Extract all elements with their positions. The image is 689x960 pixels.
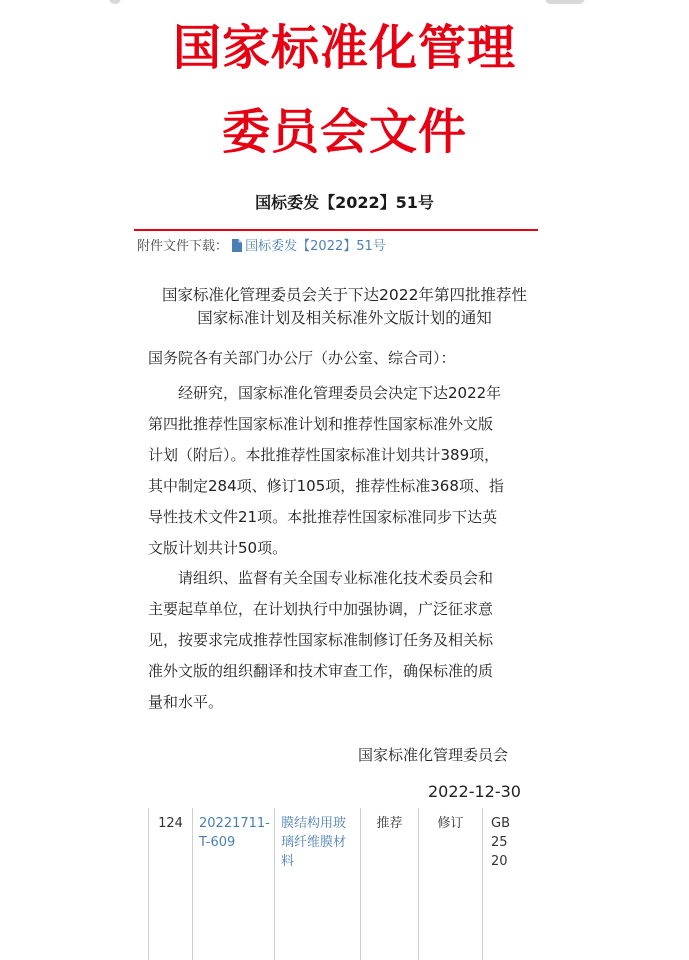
type-text: 推荐 <box>376 816 403 831</box>
issuer-signature: 国家标准化管理委员会 <box>358 746 509 764</box>
red-divider <box>134 229 538 231</box>
top-edge-fragment <box>545 0 585 4</box>
replaced-standard-line: 20 <box>491 854 508 869</box>
attachment-row <box>137 235 386 254</box>
notice-title-line-2: 国家标准计划及相关标准外文版计划的通知 <box>197 309 492 327</box>
table-cell-kind <box>418 808 482 960</box>
paragraph-line: 导性技术文件21项。本批推荐性国家标准同步下达英 <box>148 508 498 526</box>
attachment-download-link[interactable] <box>232 239 386 254</box>
issue-date: 2022-12-30 <box>428 782 521 801</box>
attachment-label: 附件文件下载： <box>137 239 229 254</box>
paragraph-line: 请组织、监督有关全国专业标准化技术委员会和 <box>178 569 494 587</box>
table-cell-type <box>360 808 418 960</box>
standard-name-line: 料 <box>281 854 295 869</box>
paragraph-line: 准外文版的组织翻译和技术审查工作，确保标准的质 <box>148 662 494 680</box>
paragraph-line: 主要起草单位，在计划执行中加强协调，广泛征求意 <box>148 600 494 618</box>
replaced-standard-line: 25 <box>491 835 508 850</box>
standard-name-line: 璃纤维膜材 <box>281 835 347 850</box>
top-edge-fragment <box>109 0 121 4</box>
notice-title <box>0 284 689 330</box>
paragraph-line: 经研究，国家标准化管理委员会决定下达2022年 <box>178 384 502 402</box>
recipient-line: 国务院各有关部门办公厅（办公室、综合司）： <box>148 349 456 367</box>
paragraph-line: 计划（附后）。本批推荐性国家标准计划共计389项， <box>148 446 500 464</box>
file-icon <box>232 239 242 252</box>
plan-code-line: T-609 <box>199 835 236 850</box>
table-cell-replaced-standard <box>482 808 542 960</box>
document-number: 国标委发【2022】51号 <box>255 193 434 212</box>
plan-table <box>148 808 508 960</box>
plan-code-line: 20221711- <box>199 816 270 831</box>
table-cell-standard-name[interactable] <box>274 808 360 960</box>
paragraph-line: 见，按要求完成推荐性国家标准制修订任务及相关标 <box>148 631 494 649</box>
table-cell-plan-code[interactable] <box>192 808 274 960</box>
document-title-line-1: 国家标准化管理 <box>172 20 516 76</box>
kind-text: 修订 <box>437 816 464 831</box>
paragraph-line: 其中制定284项、修订105项，推荐性标准368项、指 <box>148 477 504 495</box>
notice-title-line-1: 国家标准化管理委员会关于下达2022年第四批推荐性 <box>162 286 527 304</box>
seq-text: 124 <box>158 816 183 831</box>
paragraph-line: 第四批推荐性国家标准计划和推荐性国家标准外文版 <box>148 415 494 433</box>
replaced-standard-line: GB <box>491 816 510 831</box>
body-paragraph-1 <box>148 378 518 564</box>
table-cell-seq <box>148 808 192 960</box>
body-paragraph-2 <box>148 563 518 718</box>
paragraph-line: 量和水平。 <box>148 693 224 711</box>
attachment-link-text: 国标委发【2022】51号 <box>245 239 386 254</box>
paragraph-line: 文版计划共计50项。 <box>148 539 288 557</box>
standard-name-line: 膜结构用玻 <box>281 816 347 831</box>
document-title-line-2: 委员会文件 <box>221 104 467 160</box>
